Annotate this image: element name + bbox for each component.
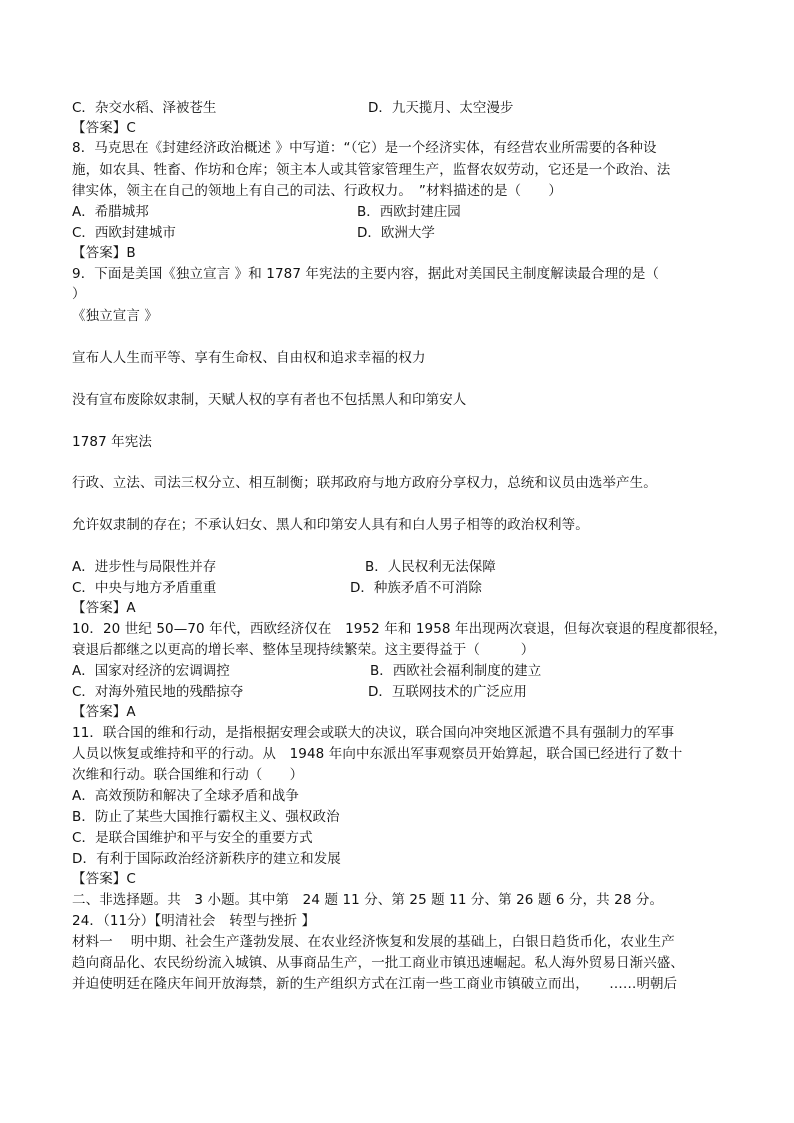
q8-option-a: A．希腊城邦 [72, 204, 149, 220]
q11-stem-line1: 11．联合国的维和行动，是指根据安理会或联大的决议，联合国向冲突地区派遣不具有强制力的军事 [72, 725, 675, 741]
q8-stem-line1: 8．马克思在《封建经济政治概述 》中写道：“（它）是一个经济实体，有经营农业所需要的各种设 [72, 140, 657, 156]
q9-stem-line2: ） [72, 286, 86, 302]
q10-option-b: B．西欧社会福利制度的建立 [370, 663, 542, 679]
q24-title: 24．（11分）【明清社会 转型与挫折 】 [72, 913, 316, 929]
q24-material-line2: 趋向商品化、农民纷纷流入城镇、从事商品生产，一批工商业市镇迅速崛起。私人海外贸易日渐兴盛、 [72, 955, 684, 971]
q11-stem-line3: 次维和行动。联合国维和行动（ ） [72, 767, 304, 783]
q7-option-d: D．九天揽月、太空漫步 [368, 100, 514, 116]
q11-stem-line2: 人员以恢复或维持和平的行动。从 1948 年向中东派出军事观察员开始算起，联合国已经进行了数十 [72, 746, 683, 762]
section2-heading: 二、非选择题。共 3 小题。其中第 24 题 11 分、第 25 题 11 分、第 26 题 6 分，共 28 分。 [72, 892, 664, 908]
q24-material-line1: 材料一 明中期、社会生产蓬勃发展、在农业经济恢复和发展的基础上，白银日趋货币化，农业生产 [72, 934, 675, 950]
q10-stem-line1: 10．20 世纪 50—70 年代，西欧经济仅在 1952 年和 1958 年出现两次衰退，但每次衰退的程度都很轻， [72, 621, 727, 637]
q9-table-row-4: 允许奴隶制的存在；不承认妇女、黑人和印第安人具有和白人男子相等的政治权利等。 [72, 517, 589, 533]
q8-option-c: C．西欧封建城市 [72, 225, 176, 241]
q8-answer: 【答案】B [72, 245, 136, 261]
q11-option-d: D．有利于国际政治经济新秩序的建立和发展 [72, 851, 341, 867]
q8-stem-line2: 施，如农具、牲畜、作坊和仓库；领主本人或其管家管理生产，监督农奴劳动，它还是一个政治、法 [72, 162, 671, 178]
q9-option-b: B．人民权利无法保障 [365, 559, 496, 575]
q10-stem-line2: 衰退后都继之以更高的增长率、整体呈现持续繁荣。这主要得益于（ ） [72, 642, 535, 658]
q7-option-c: C．杂交水稻、泽被苍生 [72, 100, 217, 116]
q9-table-row-1: 宣布人人生而平等、享有生命权、自由权和追求幸福的权力 [72, 350, 426, 366]
q8-option-b: B．西欧封建庄园 [357, 204, 461, 220]
q9-option-a: A．进步性与局限性并存 [72, 559, 217, 575]
q11-option-b: B．防止了某些大国推行霸权主义、强权政治 [72, 809, 340, 825]
q8-stem-line3: 律实体，领主在自己的领地上有自己的司法、行政权力。 ”材料描述的是（ ） [72, 183, 562, 199]
q9-table-heading-constitution: 1787 年宪法 [72, 434, 152, 450]
q9-answer: 【答案】A [72, 600, 136, 616]
q9-table-heading-declaration: 《独立宣言 》 [72, 308, 158, 324]
q24-material-line3: 并迫使明廷在隆庆年间开放海禁，新的生产组织方式在江南一些工商业市镇破立而出， ……明朝后 [72, 976, 678, 992]
q9-option-c: C．中央与地方矛盾重重 [72, 580, 217, 596]
q10-option-d: D．互联网技术的广泛应用 [368, 684, 527, 700]
q11-option-a: A．高效预防和解决了全球矛盾和战争 [72, 788, 299, 804]
q9-stem-line1: 9．下面是美国《独立宣言 》和 1787 年宪法的主要内容，据此对美国民主制度解读最合理的是（ [72, 266, 660, 282]
q11-answer: 【答案】C [72, 871, 136, 887]
q8-option-d: D．欧洲大学 [357, 225, 435, 241]
q11-option-c: C．是联合国维护和平与安全的重要方式 [72, 830, 313, 846]
q9-table-row-3: 行政、立法、司法三权分立、相互制衡；联邦政府与地方政府分享权力，总统和议员由选举产生。 [72, 475, 657, 491]
q10-answer: 【答案】A [72, 704, 136, 720]
q9-table-row-2: 没有宣布废除奴隶制，天赋人权的享有者也不包括黑人和印第安人 [72, 392, 467, 408]
q7-answer: 【答案】C [72, 120, 136, 136]
q9-option-d: D．种族矛盾不可消除 [350, 580, 482, 596]
q10-option-a: A．国家对经济的宏调调控 [72, 663, 230, 679]
q10-option-c: C．对海外殖民地的残酷掠夺 [72, 684, 244, 700]
